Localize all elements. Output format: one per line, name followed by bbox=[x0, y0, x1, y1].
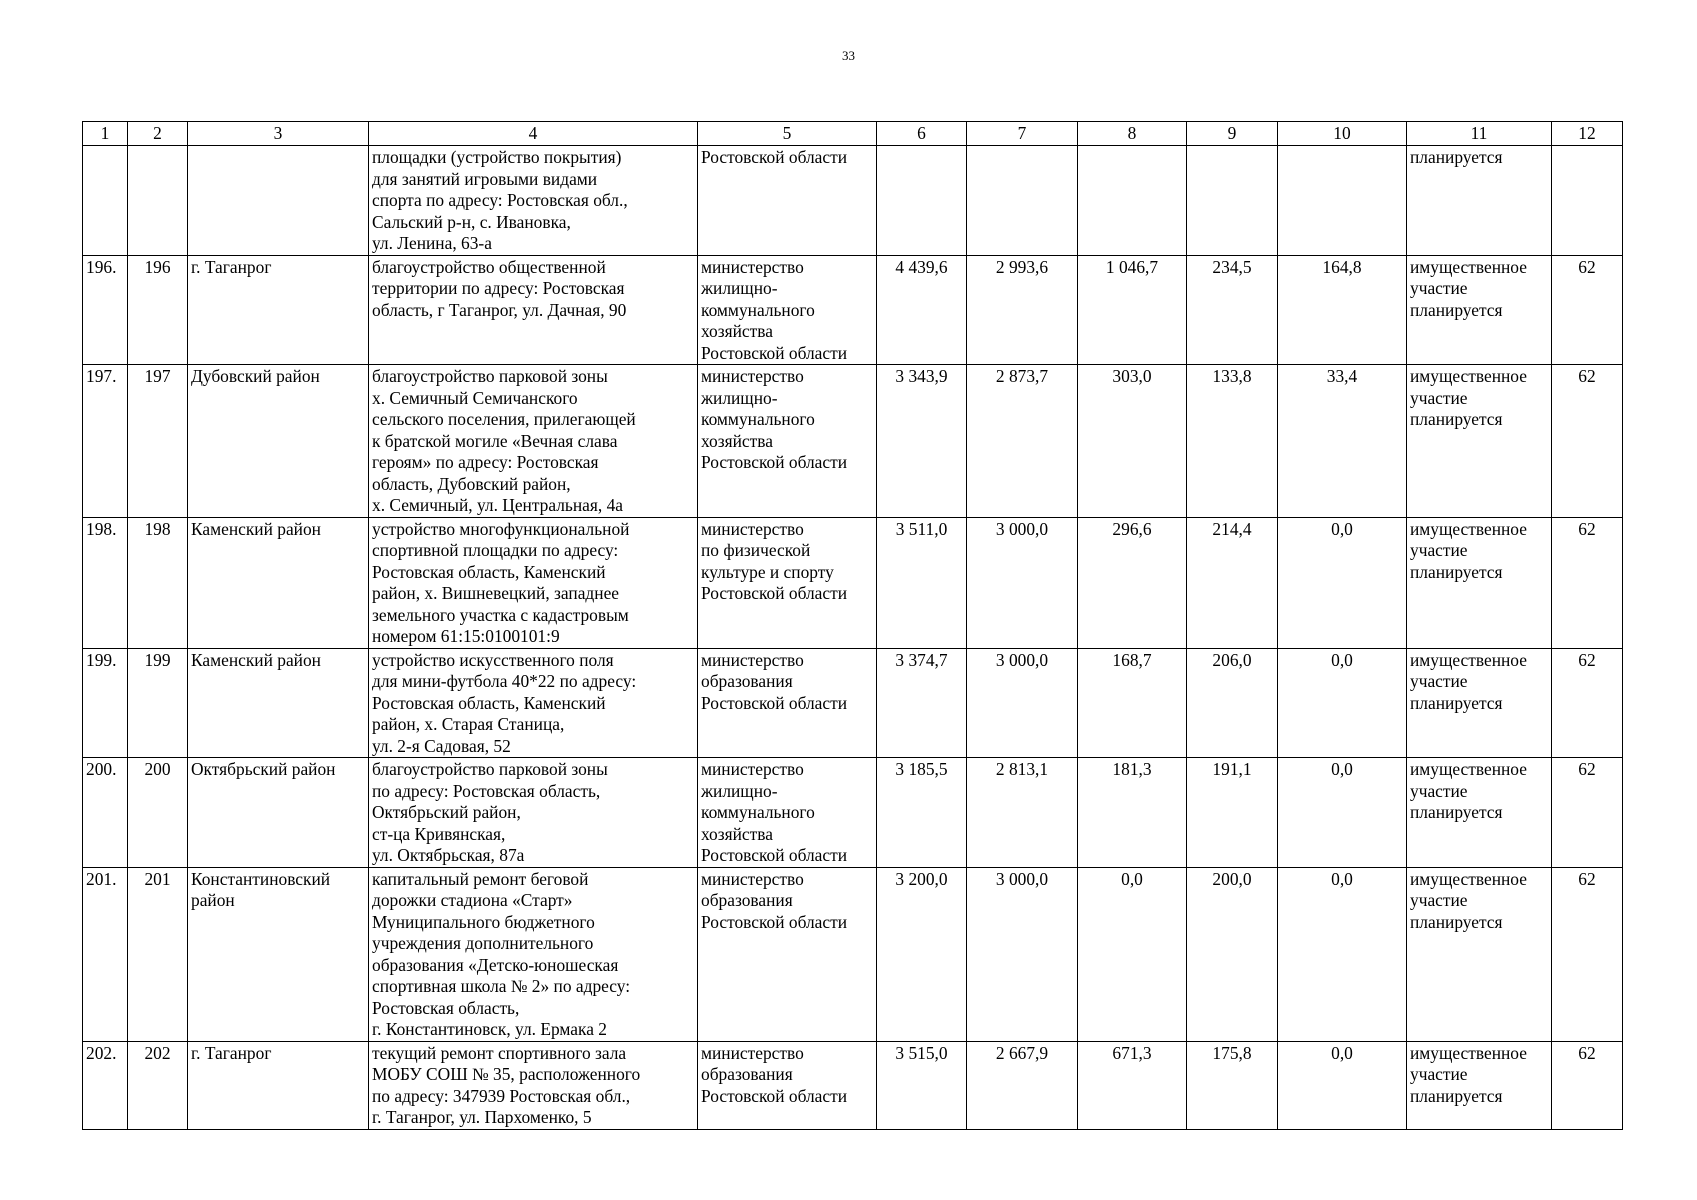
cell-value-8 bbox=[1078, 517, 1187, 648]
cell-value-9 bbox=[1187, 517, 1278, 648]
cell-ministry bbox=[698, 255, 877, 365]
cell-row-number bbox=[83, 648, 128, 758]
cell-value-10 bbox=[1278, 867, 1407, 1041]
cell-value-12 bbox=[1552, 365, 1623, 518]
table-header-row bbox=[83, 122, 1623, 146]
cell-participation bbox=[1407, 758, 1552, 868]
cell-value-6 bbox=[877, 146, 967, 256]
cell-text-line: коммунального bbox=[701, 409, 815, 429]
cell-text-line: номером 61:15:0100101:9 bbox=[372, 626, 560, 646]
cell-text-line: Муниципального бюджетного bbox=[372, 911, 595, 932]
cell-text-line: 0,0 bbox=[1331, 759, 1353, 779]
cell-value-7 bbox=[967, 648, 1078, 758]
cell-text-line: район bbox=[191, 890, 235, 910]
cell-text-line: МОБУ СОШ № 35, расположенного bbox=[372, 1064, 641, 1084]
column-header-3: 3 bbox=[188, 122, 369, 146]
cell-text-line: 234,5 bbox=[1212, 256, 1252, 277]
cell-value-10 bbox=[1278, 648, 1407, 758]
cell-value-9 bbox=[1187, 255, 1278, 365]
cell-text-line: Ростовской области bbox=[701, 1085, 848, 1106]
cell-participation bbox=[1407, 1041, 1552, 1129]
cell-participation bbox=[1407, 867, 1552, 1041]
column-header-9: 9 bbox=[1187, 122, 1278, 146]
cell-ministry bbox=[698, 1041, 877, 1129]
cell-text-line: 198 bbox=[144, 518, 171, 539]
cell-text-line: территории по адресу: Ростовская bbox=[372, 278, 625, 298]
cell-value-12 bbox=[1552, 146, 1623, 256]
table-row bbox=[83, 146, 1623, 256]
cell-municipality bbox=[188, 867, 369, 1041]
cell-text-line: образования «Детско-юношеская bbox=[372, 954, 619, 975]
cell-text-line: устройство многофункциональной bbox=[372, 518, 630, 539]
cell-value-7 bbox=[967, 867, 1078, 1041]
cell-text-line: по адресу: Ростовская область, bbox=[372, 780, 601, 801]
cell-text-line: Ростовская область, bbox=[372, 997, 520, 1018]
column-header-8: 8 bbox=[1078, 122, 1187, 146]
cell-text-line: 62 bbox=[1578, 759, 1596, 779]
cell-text-line: министерство bbox=[701, 518, 804, 539]
cell-text-line: г. Таганрог bbox=[191, 1042, 272, 1063]
cell-text-line: 202. bbox=[86, 1042, 117, 1063]
cell-text-line: устройство искусственного поля bbox=[372, 649, 614, 670]
cell-text-line: министерство bbox=[701, 366, 804, 386]
cell-index bbox=[128, 1041, 188, 1129]
cell-text-line: министерство bbox=[701, 256, 804, 277]
cell-index bbox=[128, 365, 188, 518]
cell-value-12 bbox=[1552, 758, 1623, 868]
cell-text-line: 206,0 bbox=[1212, 649, 1252, 670]
cell-municipality bbox=[188, 758, 369, 868]
cell-value-10 bbox=[1278, 255, 1407, 365]
cell-ministry bbox=[698, 365, 877, 518]
cell-text-line: спортивной площадки по адресу: bbox=[372, 540, 619, 560]
column-header-2: 2 bbox=[128, 122, 188, 146]
cell-value-6 bbox=[877, 758, 967, 868]
cell-text-line: площадки (устройство покрытия) bbox=[372, 147, 622, 167]
table-row bbox=[83, 517, 1623, 648]
cell-value-10 bbox=[1278, 758, 1407, 868]
cell-text-line: дорожки стадиона «Старт» bbox=[372, 890, 573, 910]
cell-value-8 bbox=[1078, 867, 1187, 1041]
cell-text-line: район, х. Старая Станица, bbox=[372, 714, 565, 734]
cell-text-line: ул. Октябрьская, 87а bbox=[372, 845, 525, 865]
cell-text-line: благоустройство парковой зоны bbox=[372, 366, 608, 386]
cell-row-number bbox=[83, 146, 128, 256]
cell-text-line: г. Константиновск, ул. Ермака 2 bbox=[372, 1019, 607, 1039]
cell-value-9 bbox=[1187, 146, 1278, 256]
cell-object-description bbox=[369, 517, 698, 648]
cell-value-6 bbox=[877, 648, 967, 758]
cell-value-9 bbox=[1187, 758, 1278, 868]
cell-text-line: 3 000,0 bbox=[995, 868, 1049, 889]
cell-text-line: 3 000,0 bbox=[995, 518, 1049, 539]
cell-text-line: 62 bbox=[1578, 256, 1596, 277]
cell-participation bbox=[1407, 365, 1552, 518]
table-row bbox=[83, 867, 1623, 1041]
cell-text-line: коммунального bbox=[701, 802, 815, 822]
cell-text-line: хозяйства bbox=[701, 823, 773, 844]
table-row bbox=[83, 1041, 1623, 1129]
cell-text-line: область, Дубовский район, bbox=[372, 473, 571, 494]
cell-text-line: Ростовской области bbox=[701, 147, 848, 167]
column-header-1: 1 bbox=[83, 122, 128, 146]
cell-text-line: 197. bbox=[86, 366, 117, 386]
cell-value-8 bbox=[1078, 146, 1187, 256]
cell-text-line: Ростовской области bbox=[701, 845, 848, 865]
cell-text-line: 196. bbox=[86, 256, 117, 277]
cell-text-line: образования bbox=[701, 1064, 793, 1084]
cell-text-line: хозяйства bbox=[701, 430, 773, 451]
cell-text-line: Ростовская область, Каменский bbox=[372, 561, 606, 582]
cell-text-line: 200 bbox=[144, 759, 171, 779]
cell-value-6 bbox=[877, 255, 967, 365]
cell-text-line: имущественное bbox=[1410, 256, 1527, 277]
cell-participation bbox=[1407, 146, 1552, 256]
cell-value-12 bbox=[1552, 867, 1623, 1041]
cell-text-line: героям» по адресу: Ростовская bbox=[372, 452, 599, 472]
cell-text-line: министерство bbox=[701, 868, 804, 889]
cell-value-8 bbox=[1078, 758, 1187, 868]
cell-value-10 bbox=[1278, 517, 1407, 648]
cell-text-line: 62 bbox=[1578, 518, 1596, 539]
cell-text-line: Ростовской области bbox=[701, 911, 848, 932]
cell-row-number bbox=[83, 867, 128, 1041]
cell-text-line: капитальный ремонт беговой bbox=[372, 868, 589, 889]
cell-text-line: участие bbox=[1410, 387, 1468, 408]
cell-text-line: планируется bbox=[1410, 409, 1503, 429]
cell-object-description bbox=[369, 255, 698, 365]
cell-ministry bbox=[698, 648, 877, 758]
cell-text-line: ул. 2-я Садовая, 52 bbox=[372, 735, 511, 756]
cell-text-line: спортивная школа № 2» по адресу: bbox=[372, 976, 631, 996]
cell-index bbox=[128, 758, 188, 868]
cell-value-7 bbox=[967, 255, 1078, 365]
cell-text-line: 3 185,5 bbox=[895, 759, 948, 779]
cell-text-line: 0,0 bbox=[1331, 868, 1353, 889]
cell-text-line: 62 bbox=[1578, 1042, 1596, 1063]
cell-text-line: 3 200,0 bbox=[895, 868, 948, 889]
cell-text-line: г. Таганрог, ул. Пархоменко, 5 bbox=[372, 1107, 592, 1127]
cell-text-line: коммунального bbox=[701, 299, 815, 320]
cell-text-line: 3 515,0 bbox=[895, 1042, 948, 1063]
cell-text-line: планируется bbox=[1410, 147, 1503, 167]
cell-text-line: 2 813,1 bbox=[995, 759, 1049, 779]
table-body bbox=[83, 146, 1623, 1130]
cell-text-line: спорта по адресу: Ростовская обл., bbox=[372, 190, 628, 210]
cell-text-line: министерство bbox=[701, 649, 804, 670]
cell-index bbox=[128, 867, 188, 1041]
cell-text-line: Каменский район bbox=[191, 649, 321, 670]
cell-index bbox=[128, 517, 188, 648]
cell-text-line: ул. Ленина, 63-а bbox=[372, 233, 492, 253]
cell-text-line: 33,4 bbox=[1326, 366, 1358, 386]
cell-text-line: хозяйства bbox=[701, 321, 773, 341]
cell-value-12 bbox=[1552, 255, 1623, 365]
cell-value-9 bbox=[1187, 1041, 1278, 1129]
cell-text-line: планируется bbox=[1410, 299, 1503, 320]
cell-text-line: имущественное bbox=[1410, 868, 1527, 889]
column-header-7: 7 bbox=[967, 122, 1078, 146]
cell-text-line: участие bbox=[1410, 540, 1468, 560]
cell-value-6 bbox=[877, 1041, 967, 1129]
cell-text-line: благоустройство парковой зоны bbox=[372, 759, 608, 779]
cell-text-line: Октябрьский район bbox=[191, 759, 336, 779]
cell-municipality bbox=[188, 146, 369, 256]
column-header-11: 11 bbox=[1407, 122, 1552, 146]
cell-text-line: 1 046,7 bbox=[1105, 256, 1159, 277]
cell-text-line: Ростовской области bbox=[701, 583, 848, 603]
cell-text-line: 198. bbox=[86, 518, 117, 539]
cell-text-line: 133,8 bbox=[1212, 366, 1252, 386]
cell-text-line: 199 bbox=[144, 649, 171, 670]
column-header-10: 10 bbox=[1278, 122, 1407, 146]
cell-value-9 bbox=[1187, 648, 1278, 758]
cell-text-line: 200,0 bbox=[1212, 868, 1252, 889]
cell-text-line: министерство bbox=[701, 1042, 804, 1063]
cell-text-line: 3 374,7 bbox=[895, 649, 948, 670]
cell-text-line: область, г Таганрог, ул. Дачная, 90 bbox=[372, 299, 627, 320]
cell-text-line: 3 343,9 bbox=[895, 366, 948, 386]
cell-text-line: планируется bbox=[1410, 692, 1503, 713]
cell-text-line: 201 bbox=[144, 868, 171, 889]
column-header-6: 6 bbox=[877, 122, 967, 146]
cell-text-line: 181,3 bbox=[1112, 759, 1152, 779]
cell-text-line: участие bbox=[1410, 1064, 1468, 1084]
cell-object-description bbox=[369, 648, 698, 758]
cell-text-line: 62 bbox=[1578, 868, 1596, 889]
cell-text-line: Ростовской области bbox=[701, 692, 848, 713]
cell-text-line: имущественное bbox=[1410, 649, 1527, 670]
cell-row-number bbox=[83, 365, 128, 518]
table-row bbox=[83, 365, 1623, 518]
table-row bbox=[83, 255, 1623, 365]
cell-text-line: жилищно- bbox=[701, 387, 778, 408]
cell-text-line: 303,0 bbox=[1112, 366, 1152, 386]
cell-text-line: ст-ца Кривянская, bbox=[372, 823, 506, 844]
cell-value-6 bbox=[877, 867, 967, 1041]
cell-text-line: учреждения дополнительного bbox=[372, 933, 594, 953]
column-header-4: 4 bbox=[369, 122, 698, 146]
cell-text-line: благоустройство общественной bbox=[372, 256, 606, 277]
data-table bbox=[82, 121, 1623, 1130]
cell-row-number bbox=[83, 517, 128, 648]
cell-text-line: 2 993,6 bbox=[995, 256, 1049, 277]
cell-text-line: 168,7 bbox=[1112, 649, 1152, 670]
cell-text-line: имущественное bbox=[1410, 518, 1527, 539]
cell-text-line: имущественное bbox=[1410, 759, 1527, 779]
cell-object-description bbox=[369, 1041, 698, 1129]
cell-value-12 bbox=[1552, 1041, 1623, 1129]
cell-value-12 bbox=[1552, 517, 1623, 648]
cell-value-10 bbox=[1278, 1041, 1407, 1129]
cell-text-line: х. Семичный, ул. Центральная, 4а bbox=[372, 495, 623, 515]
cell-text-line: 214,4 bbox=[1212, 518, 1252, 539]
cell-text-line: 191,1 bbox=[1212, 759, 1252, 779]
cell-text-line: г. Таганрог bbox=[191, 256, 272, 277]
cell-index bbox=[128, 146, 188, 256]
cell-text-line: 196 bbox=[144, 256, 171, 277]
cell-text-line: 0,0 bbox=[1121, 868, 1143, 889]
cell-participation bbox=[1407, 517, 1552, 648]
cell-value-8 bbox=[1078, 1041, 1187, 1129]
cell-text-line: по физической bbox=[701, 540, 811, 560]
cell-municipality bbox=[188, 1041, 369, 1129]
cell-text-line: 164,8 bbox=[1322, 256, 1362, 277]
cell-value-7 bbox=[967, 365, 1078, 518]
cell-value-10 bbox=[1278, 365, 1407, 518]
cell-municipality bbox=[188, 517, 369, 648]
cell-text-line: район, х. Вишневецкий, западнее bbox=[372, 583, 620, 603]
cell-text-line: планируется bbox=[1410, 1085, 1503, 1106]
cell-municipality bbox=[188, 255, 369, 365]
cell-text-line: планируется bbox=[1410, 911, 1503, 932]
cell-text-line: 199. bbox=[86, 649, 117, 670]
cell-text-line: 3 000,0 bbox=[995, 649, 1049, 670]
cell-text-line: 0,0 bbox=[1331, 518, 1353, 539]
cell-text-line: 202 bbox=[144, 1042, 171, 1063]
cell-text-line: планируется bbox=[1410, 802, 1503, 822]
cell-text-line: планируется bbox=[1410, 561, 1503, 582]
cell-text-line: 296,6 bbox=[1112, 518, 1152, 539]
cell-text-line: 197 bbox=[144, 366, 171, 386]
cell-municipality bbox=[188, 648, 369, 758]
cell-text-line: 201. bbox=[86, 868, 117, 889]
cell-text-line: участие bbox=[1410, 780, 1468, 801]
cell-text-line: Дубовский район bbox=[191, 366, 320, 386]
cell-text-line: имущественное bbox=[1410, 1042, 1527, 1063]
cell-participation bbox=[1407, 648, 1552, 758]
cell-value-7 bbox=[967, 517, 1078, 648]
cell-row-number bbox=[83, 758, 128, 868]
cell-text-line: 2 667,9 bbox=[995, 1042, 1049, 1063]
cell-text-line: участие bbox=[1410, 278, 1468, 298]
cell-object-description bbox=[369, 867, 698, 1041]
cell-text-line: Октябрьский район, bbox=[372, 802, 521, 822]
cell-text-line: 671,3 bbox=[1112, 1042, 1152, 1063]
cell-municipality bbox=[188, 365, 369, 518]
cell-text-line: 62 bbox=[1578, 649, 1596, 670]
cell-text-line: 0,0 bbox=[1331, 649, 1353, 670]
cell-object-description bbox=[369, 146, 698, 256]
cell-participation bbox=[1407, 255, 1552, 365]
cell-value-7 bbox=[967, 146, 1078, 256]
cell-text-line: Ростовская область, Каменский bbox=[372, 692, 606, 713]
cell-object-description bbox=[369, 758, 698, 868]
cell-ministry bbox=[698, 146, 877, 256]
cell-text-line: 2 873,7 bbox=[995, 366, 1049, 386]
cell-text-line: 62 bbox=[1578, 366, 1596, 386]
cell-value-6 bbox=[877, 365, 967, 518]
cell-text-line: Ростовской области bbox=[701, 452, 848, 472]
cell-ministry bbox=[698, 867, 877, 1041]
cell-ministry bbox=[698, 517, 877, 648]
cell-text-line: министерство bbox=[701, 759, 804, 779]
cell-text-line: имущественное bbox=[1410, 366, 1527, 386]
cell-text-line: Ростовской области bbox=[701, 342, 848, 363]
cell-value-10 bbox=[1278, 146, 1407, 256]
cell-value-6 bbox=[877, 517, 967, 648]
page-number: 33 bbox=[842, 48, 855, 63]
cell-object-description bbox=[369, 365, 698, 518]
cell-row-number bbox=[83, 1041, 128, 1129]
cell-index bbox=[128, 648, 188, 758]
cell-text-line: по адресу: 347939 Ростовская обл., bbox=[372, 1085, 631, 1106]
cell-text-line: культуре и спорту bbox=[701, 561, 834, 582]
cell-text-line: образования bbox=[701, 890, 793, 910]
cell-value-9 bbox=[1187, 867, 1278, 1041]
cell-text-line: Каменский район bbox=[191, 518, 321, 539]
cell-value-8 bbox=[1078, 255, 1187, 365]
column-header-5: 5 bbox=[698, 122, 877, 146]
cell-text-line: к братской могиле «Вечная слава bbox=[372, 430, 618, 451]
cell-index bbox=[128, 255, 188, 365]
cell-text-line: участие bbox=[1410, 671, 1468, 691]
cell-text-line: 4 439,6 bbox=[895, 256, 948, 277]
cell-text-line: х. Семичный Семичанского bbox=[372, 387, 578, 408]
cell-text-line: жилищно- bbox=[701, 780, 778, 801]
cell-text-line: сельского поселения, прилегающей bbox=[372, 409, 636, 429]
cell-row-number bbox=[83, 255, 128, 365]
cell-text-line: Константиновский bbox=[191, 868, 331, 889]
column-header-12: 12 bbox=[1552, 122, 1623, 146]
cell-value-8 bbox=[1078, 648, 1187, 758]
cell-text-line: 0,0 bbox=[1331, 1042, 1353, 1063]
cell-text-line: земельного участка с кадастровым bbox=[372, 604, 629, 625]
cell-text-line: 200. bbox=[86, 759, 117, 779]
cell-text-line: образования bbox=[701, 671, 793, 691]
cell-text-line: 3 511,0 bbox=[895, 518, 948, 539]
cell-text-line: для занятий игровыми видами bbox=[372, 168, 598, 189]
table-row bbox=[83, 758, 1623, 868]
cell-text-line: текущий ремонт спортивного зала bbox=[372, 1042, 627, 1063]
cell-value-7 bbox=[967, 1041, 1078, 1129]
cell-value-8 bbox=[1078, 365, 1187, 518]
cell-text-line: Сальский р-н, с. Ивановка, bbox=[372, 211, 571, 232]
table-row bbox=[83, 648, 1623, 758]
cell-value-7 bbox=[967, 758, 1078, 868]
cell-text-line: жилищно- bbox=[701, 278, 778, 298]
cell-text-line: 175,8 bbox=[1212, 1042, 1252, 1063]
cell-value-12 bbox=[1552, 648, 1623, 758]
cell-text-line: участие bbox=[1410, 890, 1468, 910]
cell-ministry bbox=[698, 758, 877, 868]
cell-text-line: для мини-футбола 40*22 по адресу: bbox=[372, 671, 637, 691]
cell-value-9 bbox=[1187, 365, 1278, 518]
